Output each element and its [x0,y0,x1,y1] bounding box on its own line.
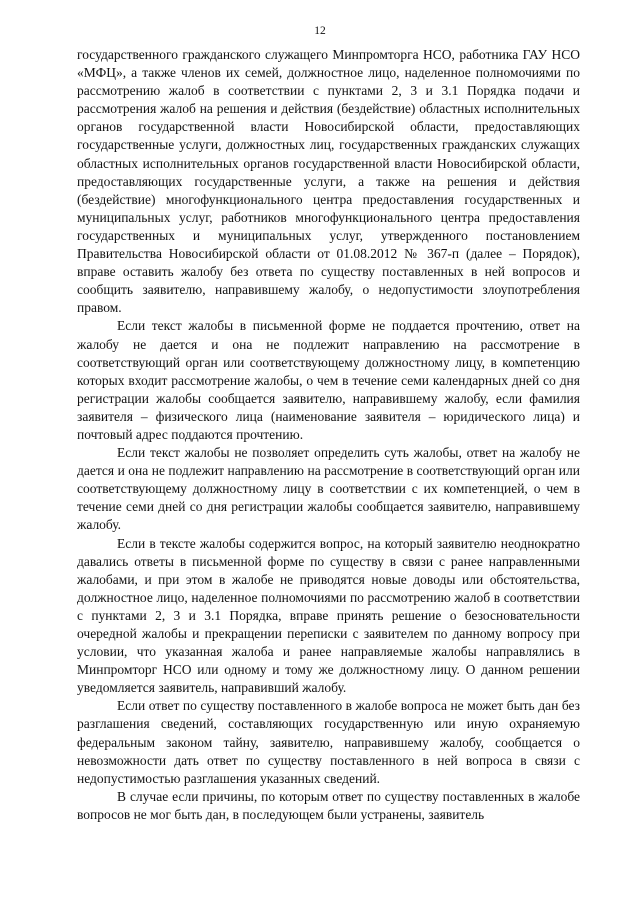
paragraph-state-secret: Если ответ по существу поставленного в жалобе вопроса не может быть дан без разглашения сведений, составляющих государственную или иную охраняемую федеральным законом тайну, заявителю, направившему жалобу, сообщается о невозможности дать ответ по существу поставленного в ней вопроса в связи с недопустимостью разглашения указанных сведений. [77,698,580,786]
paragraph-continuation: государственного гражданского служащего Минпромторга НСО, работника ГАУ НСО «МФЦ», а также членов их семей, должностное лицо, наделенное полномочиями по рассмотрению жалоб в соответствии с пунктами 2, 3 и 3.1 Порядка подачи и рассмотрения жалоб на решения и действия (бездействие) областных исполнительных органов государственной власти Новосибирской области, предоставляющих государственные услуги, должностных лиц, государственных гражданских служащих областных исполнительных органов государственной власти Новосибирской области, предоставляющих государственные услуги, а также на решения и действия (бездействие) многофункционального центра предоставления государственных и муниципальных услуг, работников многофункционального центра предоставления государственных и муниципальных услуг, утвержденного постановлением Правительства Новосибирской области от 01.08.2012 № 367-п (далее – Порядок), вправе оставить жалобу без ответа по существу поставленных в ней вопросов и сообщить заявителю, направившему жалобу, о недопустимости злоупотребления правом. [77,47,580,316]
page-number: 12 [314,25,326,37]
paragraph-undefined-essence: Если текст жалобы не позволяет определить суть жалобы, ответ на жалобу не дается и она не подлежит направлению на рассмотрение в соответствующий орган или соответствующему должностному лицу в соответствии с их компетенцией, о чем в течение семи дней со дня регистрации жалобы сообщается заявителю, направившему жалобу. [77,445,580,533]
paragraph-unreadable-text: Если текст жалобы в письменной форме не поддается прочтению, ответ на жалобу не дается и она не подлежит направлению на рассмотрение в соответствующий орган или соответствующему должностному лицу, в компетенцию которых входит рассмотрение жалобы, о чем в течение семи календарных дней со дня регистрации жалобы сообщается заявителю, направившему жалобу, если фамилия заявителя – физического лица (наименование заявителя – юридического лица) и почтовый адрес поддаются прочтению. [77,318,580,442]
document-body [77,46,580,824]
paragraph-reasons-eliminated: В случае если причины, по которым ответ по существу поставленных в жалобе вопросов не мог быть дан, в последующем были устранены, заявитель [77,788,580,822]
paragraph-repeated-question: Если в тексте жалобы содержится вопрос, на который заявителю неоднократно давались ответы в письменной форме по существу в связи с ранее направленными жалобами, и при этом в жалобе не приводятся новые доводы или обстоятельства, должностное лицо, наделенное полномочиями по рассмотрению жалоб в соответствии с пунктами 2, 3 и 3.1 Порядка, вправе принять решение о безосновательности очередной жалобы и прекращении переписки с заявителем по данному вопросу при условии, что указанная жалоба и ранее направляемые жалобы направлялись в Минпромторг НСО или одному и тому же должностному лицу. О данном решении уведомляется заявитель, направивший жалобу. [77,535,580,696]
